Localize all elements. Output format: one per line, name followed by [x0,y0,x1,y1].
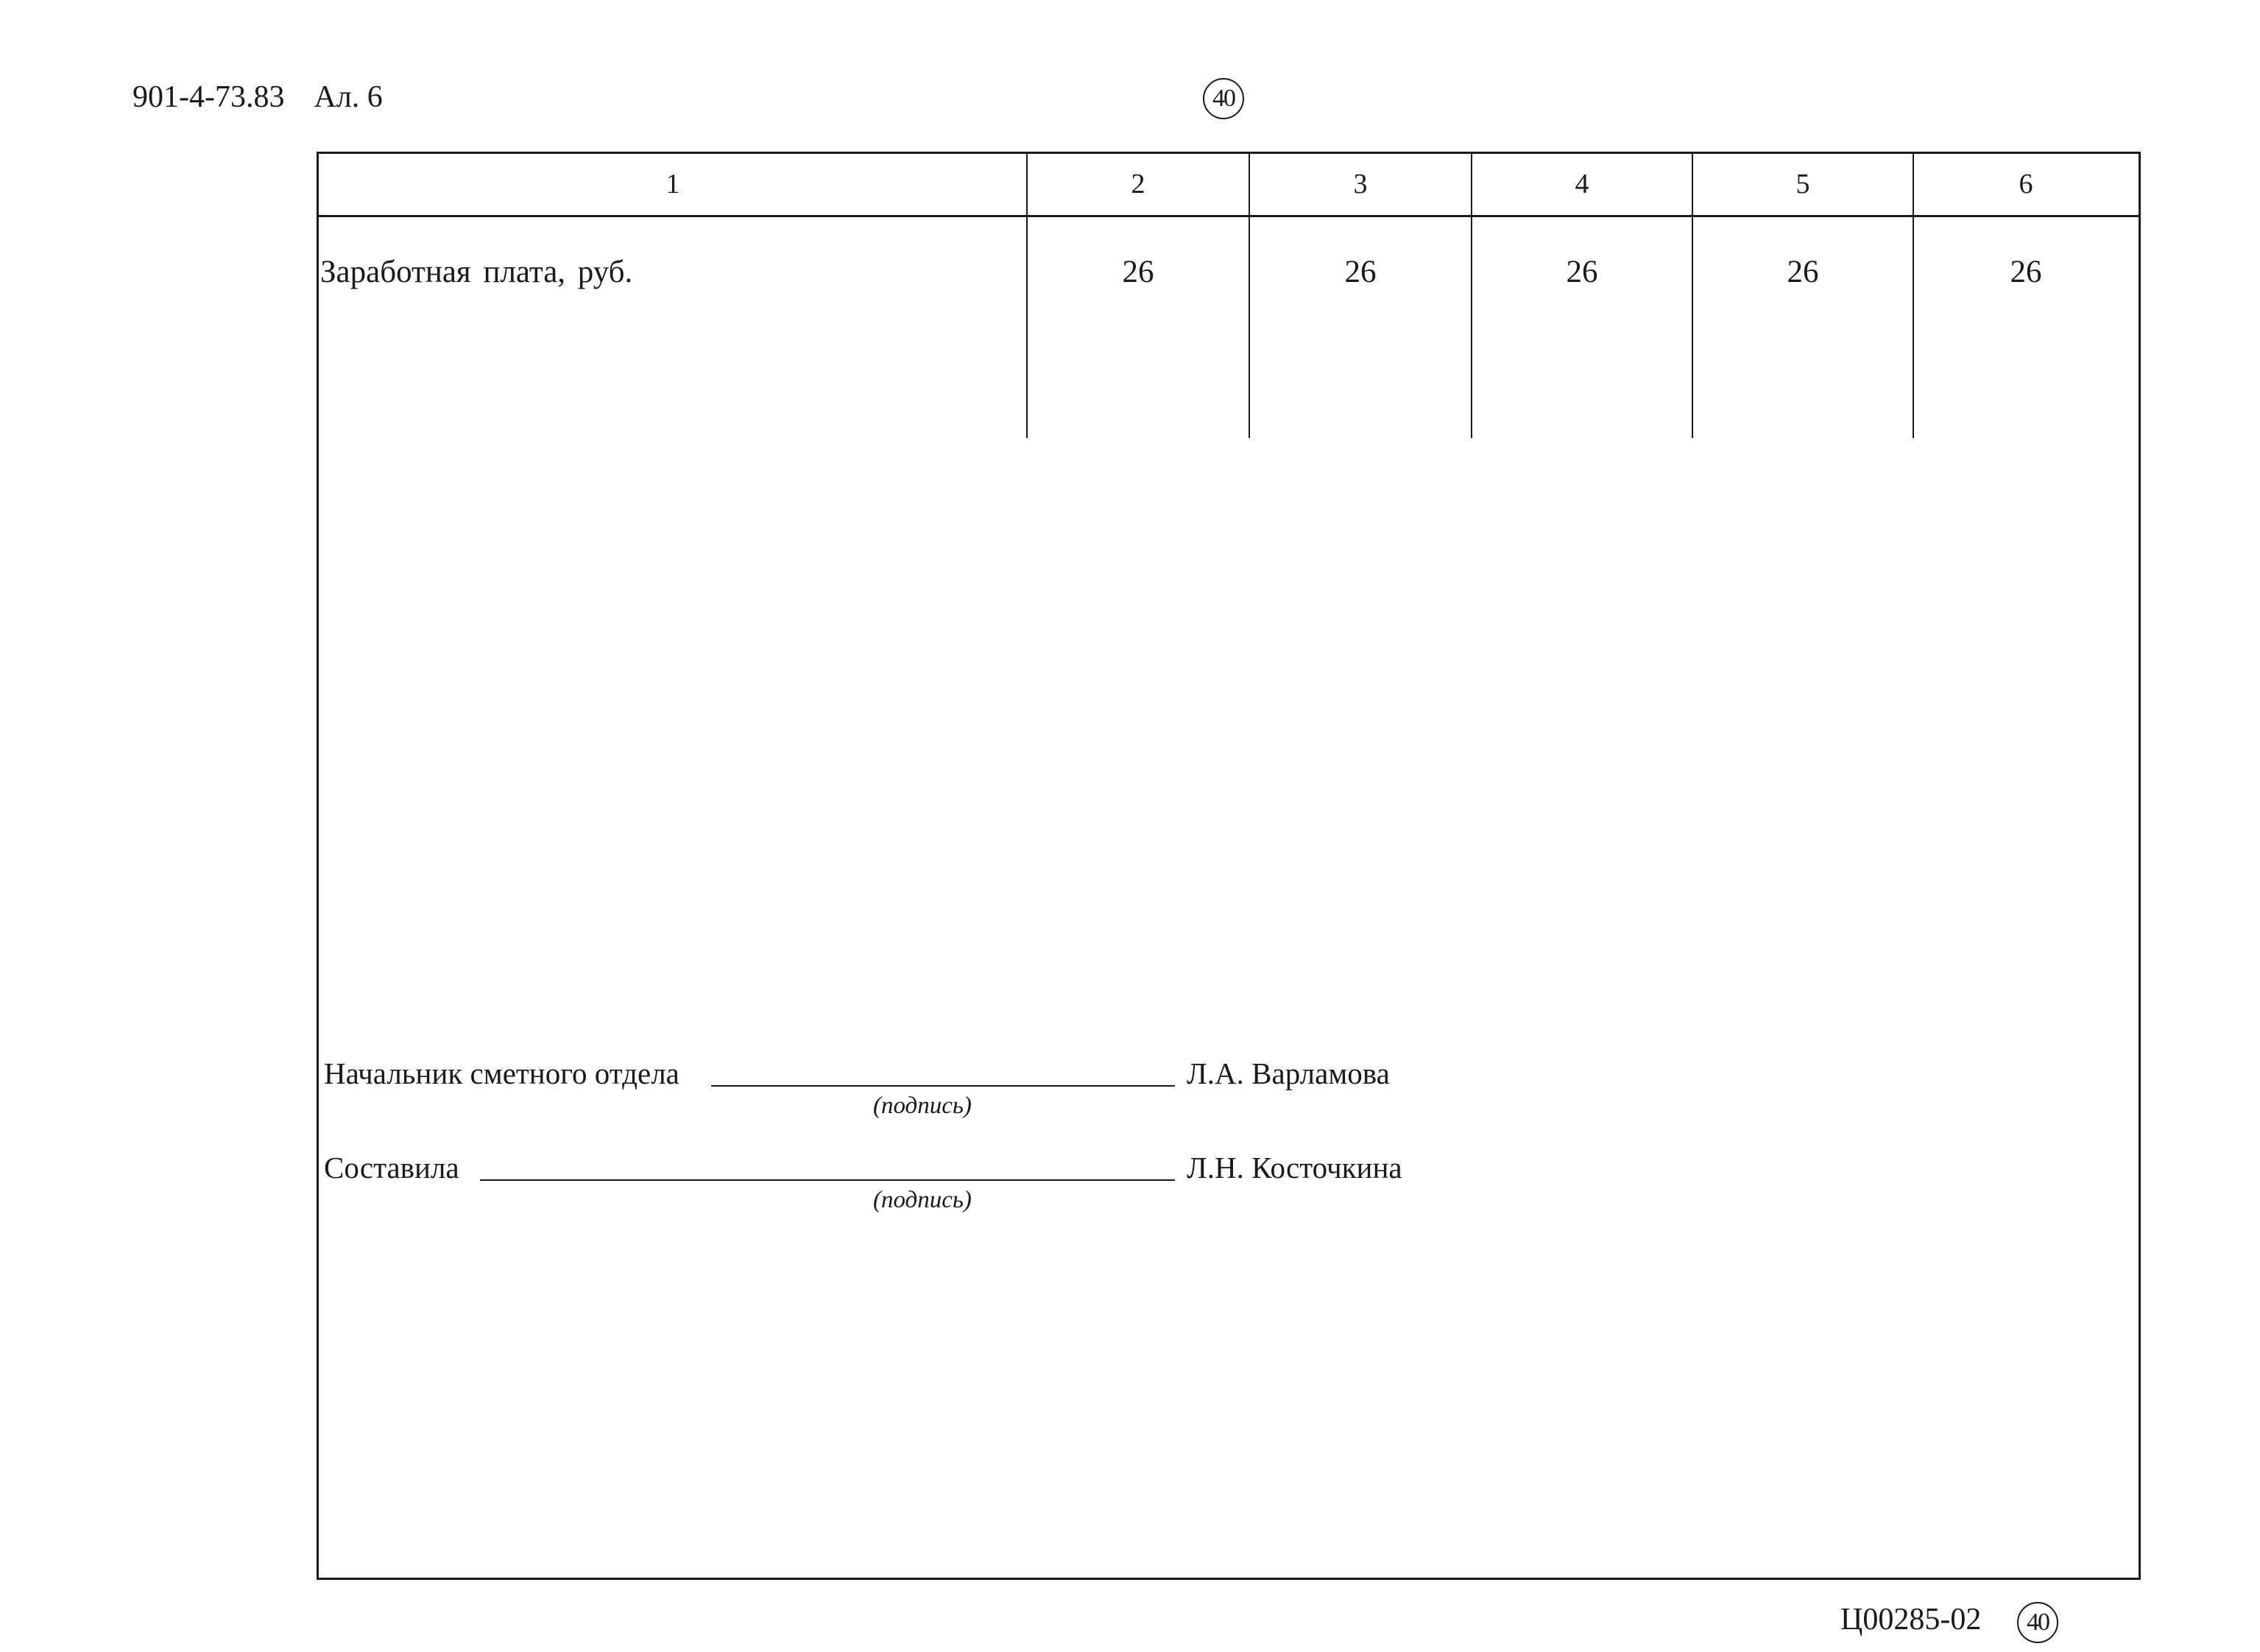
column-divider [1692,154,1693,438]
document-code [133,80,383,115]
column-divider [1471,154,1472,438]
table-cell: 26 [1122,255,1154,289]
chief-title: Начальник сметного отдела [324,1056,679,1090]
compiler-title: Составила [324,1151,459,1185]
table-cell: 26 [1344,255,1377,289]
compiler-name: Л.Н. Косточкина [1187,1151,1402,1185]
table-header-row [319,154,2139,217]
column-header-5: 5 [1795,169,1810,200]
chief-signature-line [711,1085,1175,1087]
doc-code: 901-4-73.83 [133,80,285,114]
column-divider [1026,154,1028,438]
compiler-signature-caption: (подпись) [873,1187,972,1213]
footer-code: Ц00285-02 [1840,1603,1982,1637]
chief-signature-caption: (подпись) [873,1092,972,1119]
table-cell: 26 [1566,255,1598,289]
page-number-top: 40 [1203,78,1244,119]
column-header-3: 3 [1353,169,1368,200]
chief-name: Л.А. Варламова [1187,1056,1390,1090]
table-frame [317,152,2141,1580]
table-cell: 26 [2010,255,2042,289]
column-divider [1249,154,1250,438]
column-header-2: 2 [1131,169,1145,200]
column-header-6: 6 [2019,169,2033,200]
table-cell: 26 [1787,255,1819,289]
column-header-1: 1 [665,169,680,200]
column-divider [1913,154,1914,438]
compiler-signature-line [480,1179,1175,1181]
page-number-bottom: 40 [2017,1602,2058,1643]
sheet-number: Ал. 6 [314,80,383,114]
row-label-salary: Заработная плата, руб. [320,255,633,289]
column-header-4: 4 [1575,169,1589,200]
